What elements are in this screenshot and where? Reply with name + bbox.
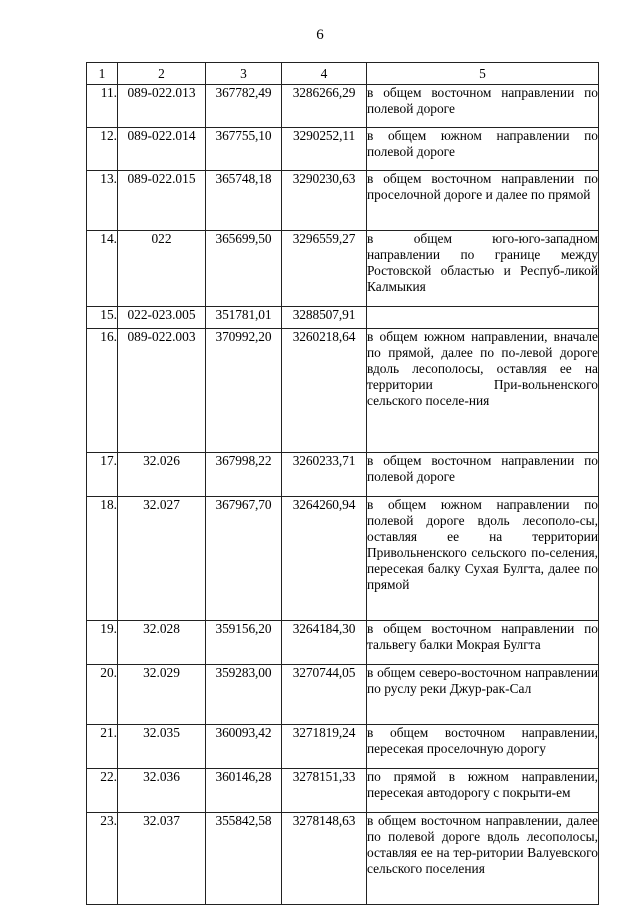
x-coordinate-cell: 365748,18: [206, 171, 282, 231]
y-coordinate-cell: 3264184,30: [282, 621, 367, 665]
header-col-4: 4: [282, 63, 367, 85]
table-row: [87, 621, 599, 665]
page-number: 6: [316, 27, 324, 43]
row-number: 14.: [87, 231, 118, 307]
row-number: 12.: [87, 128, 118, 171]
point-id-cell: 089-022.003: [118, 329, 206, 453]
y-coordinate-cell: 3278148,63: [282, 813, 367, 905]
point-id-cell: 089-022.014: [118, 128, 206, 171]
y-coordinate-cell: 3260218,64: [282, 329, 367, 453]
y-coordinate-cell: 3290252,11: [282, 128, 367, 171]
direction-description-cell: [367, 307, 599, 329]
row-number: 17.: [87, 453, 118, 497]
x-coordinate-cell: 355842,58: [206, 813, 282, 905]
x-coordinate-cell: 370992,20: [206, 329, 282, 453]
direction-description-cell: в общем юго-юго-западном направлении по границе между Ростовской областью и Респуб-ликой Калмыкия: [367, 231, 599, 307]
point-id-cell: 32.037: [118, 813, 206, 905]
direction-description-cell: по прямой в южном направлении, пересекая автодорогу с покрыти-ем: [367, 769, 599, 813]
table-header-row: [87, 63, 599, 85]
x-coordinate-cell: 351781,01: [206, 307, 282, 329]
row-number: 15.: [87, 307, 118, 329]
table-row: [87, 769, 599, 813]
direction-description-cell: в общем северо-восточном направлении по руслу реки Джур-рак-Сал: [367, 665, 599, 725]
y-coordinate-cell: 3286266,29: [282, 85, 367, 128]
y-coordinate-cell: 3290230,63: [282, 171, 367, 231]
row-number: 19.: [87, 621, 118, 665]
y-coordinate-cell: 3271819,24: [282, 725, 367, 769]
row-number: 21.: [87, 725, 118, 769]
x-coordinate-cell: 367755,10: [206, 128, 282, 171]
point-id-cell: 022: [118, 231, 206, 307]
x-coordinate-cell: 367998,22: [206, 453, 282, 497]
direction-description-cell: в общем восточном направлении по тальвегу балки Мокрая Булгта: [367, 621, 599, 665]
header-col-2: 2: [118, 63, 206, 85]
point-id-cell: 089-022.013: [118, 85, 206, 128]
point-id-cell: 022-023.005: [118, 307, 206, 329]
header-col-5: 5: [367, 63, 599, 85]
point-id-cell: 32.029: [118, 665, 206, 725]
table-row: [87, 329, 599, 453]
point-id-cell: 089-022.015: [118, 171, 206, 231]
direction-description-cell: в общем восточном направлении, далее по полевой дороге вдоль лесополосы, оставляя ее на тер-ритории Валуевского сельского поселения: [367, 813, 599, 905]
direction-description-cell: в общем восточном направлении, пересекая проселочную дорогу: [367, 725, 599, 769]
table-row: [87, 725, 599, 769]
header-col-3: 3: [206, 63, 282, 85]
table-row: [87, 307, 599, 329]
row-number: 13.: [87, 171, 118, 231]
x-coordinate-cell: 359156,20: [206, 621, 282, 665]
direction-description-cell: в общем восточном направлении по проселочной дороге и далее по прямой: [367, 171, 599, 231]
y-coordinate-cell: 3288507,91: [282, 307, 367, 329]
table-row: [87, 171, 599, 231]
y-coordinate-cell: 3270744,05: [282, 665, 367, 725]
y-coordinate-cell: 3296559,27: [282, 231, 367, 307]
table-row: [87, 231, 599, 307]
point-id-cell: 32.036: [118, 769, 206, 813]
direction-description-cell: в общем южном направлении по полевой дороге вдоль лесополо-сы, оставляя ее на территории Привольненского сельского по-селения, пересекая балку Сухая Булгта, далее по прямой: [367, 497, 599, 621]
x-coordinate-cell: 367782,49: [206, 85, 282, 128]
row-number: 16.: [87, 329, 118, 453]
row-number: 11.: [87, 85, 118, 128]
direction-description-cell: в общем южном направлении по полевой дороге: [367, 128, 599, 171]
table-row: [87, 453, 599, 497]
y-coordinate-cell: 3260233,71: [282, 453, 367, 497]
table-row: [87, 813, 599, 905]
boundary-table: [86, 62, 599, 905]
table-row: [87, 128, 599, 171]
direction-description-cell: в общем восточном направлении по полевой дороге: [367, 453, 599, 497]
row-number: 22.: [87, 769, 118, 813]
x-coordinate-cell: 360146,28: [206, 769, 282, 813]
row-number: 20.: [87, 665, 118, 725]
x-coordinate-cell: 365699,50: [206, 231, 282, 307]
x-coordinate-cell: 359283,00: [206, 665, 282, 725]
y-coordinate-cell: 3278151,33: [282, 769, 367, 813]
header-col-1: 1: [87, 63, 118, 85]
table-row: [87, 85, 599, 128]
direction-description-cell: в общем южном направлении, вначале по прямой, далее по по-левой дороге вдоль лесополосы, оставляя ее на территории При-вольненского сельского поселе-ния: [367, 329, 599, 453]
row-number: 18.: [87, 497, 118, 621]
x-coordinate-cell: 360093,42: [206, 725, 282, 769]
y-coordinate-cell: 3264260,94: [282, 497, 367, 621]
point-id-cell: 32.026: [118, 453, 206, 497]
table-row: [87, 665, 599, 725]
point-id-cell: 32.028: [118, 621, 206, 665]
table-row: [87, 497, 599, 621]
row-number: 23.: [87, 813, 118, 905]
direction-description-cell: в общем восточном направлении по полевой дороге: [367, 85, 599, 128]
point-id-cell: 32.027: [118, 497, 206, 621]
point-id-cell: 32.035: [118, 725, 206, 769]
x-coordinate-cell: 367967,70: [206, 497, 282, 621]
